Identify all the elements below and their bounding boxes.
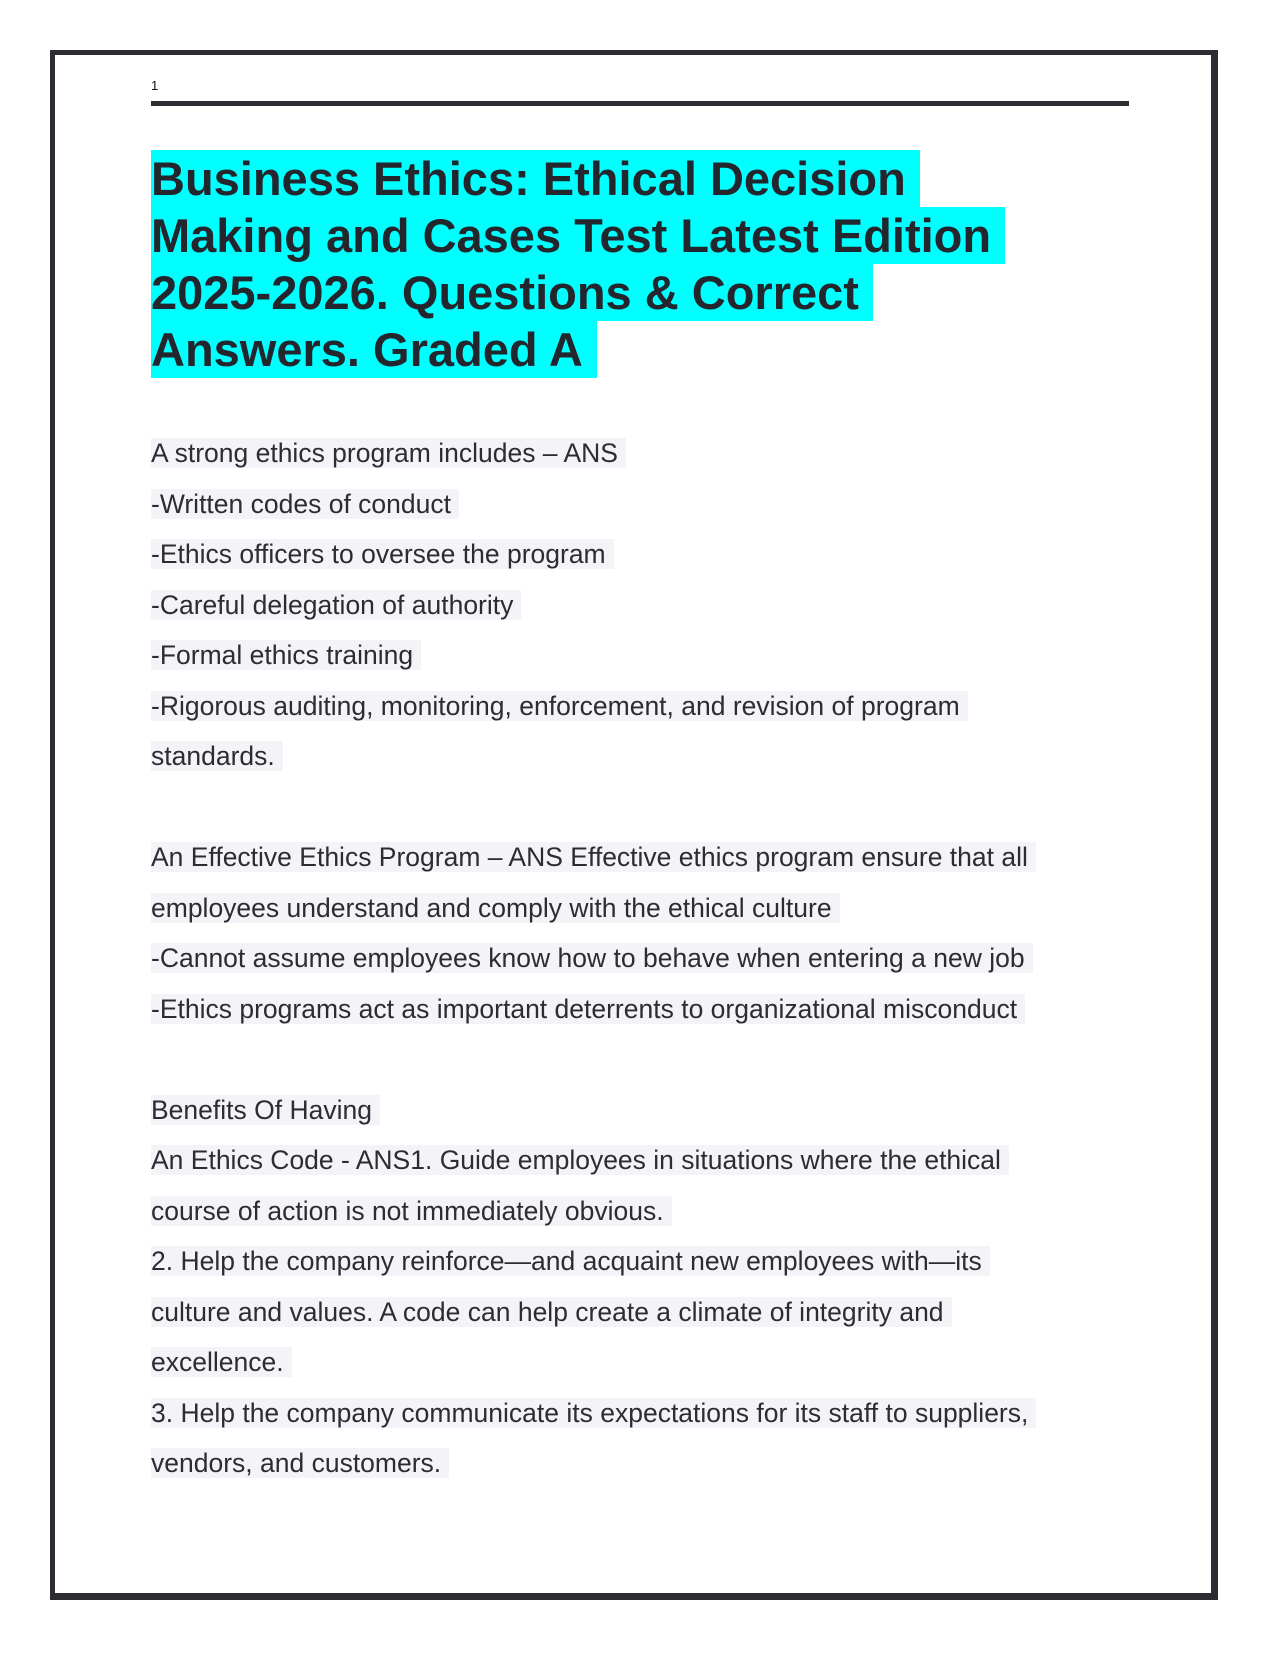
- section-effective-program: [151, 832, 1141, 1034]
- title-line: 2025-2026. Questions & Correct: [151, 264, 873, 321]
- section-ethics-code-benefits: [151, 1085, 1141, 1489]
- answer-text: -Ethics programs act as important deterrents to organizational misconduct: [151, 994, 1025, 1024]
- section-ethics-program: [151, 428, 1141, 782]
- text-line: [151, 1438, 1141, 1489]
- question-text: An Effective Ethics Program – ANS Effective ethics program ensure that all: [151, 842, 1036, 872]
- title-line: Answers. Graded A: [151, 321, 597, 378]
- answer-text: employees understand and comply with the ethical culture: [151, 893, 840, 923]
- answer-text: -Formal ethics training: [151, 640, 421, 670]
- text-line: [151, 479, 1141, 530]
- answer-text: -Written codes of conduct: [151, 489, 459, 519]
- text-line: [151, 1388, 1141, 1439]
- answer-text: standards.: [151, 741, 283, 771]
- text-line: [151, 630, 1141, 681]
- question-text: A strong ethics program includes – ANS: [151, 438, 626, 468]
- title-line: Business Ethics: Ethical Decision: [151, 150, 920, 207]
- text-line: [151, 1236, 1141, 1287]
- answer-text: excellence.: [151, 1347, 292, 1377]
- text-line: [151, 832, 1141, 883]
- answer-text: culture and values. A code can help create a climate of integrity and: [151, 1297, 952, 1327]
- answer-text: -Careful delegation of authority: [151, 590, 521, 620]
- answer-text: -Cannot assume employees know how to behave when entering a new job: [151, 943, 1033, 973]
- answer-text: 2. Help the company reinforce—and acquaint new employees with—its: [151, 1246, 990, 1276]
- answer-text: course of action is not immediately obvious.: [151, 1196, 672, 1226]
- answer-text: -Rigorous auditing, monitoring, enforcement, and revision of program: [151, 691, 968, 721]
- section-spacer: [151, 1034, 1141, 1085]
- answer-text: -Ethics officers to oversee the program: [151, 539, 614, 569]
- text-line: [151, 529, 1141, 580]
- text-line: [151, 1085, 1141, 1136]
- question-text: Benefits Of Having: [151, 1095, 380, 1125]
- text-line: [151, 681, 1141, 732]
- text-line: [151, 1337, 1141, 1388]
- header-rule: [151, 101, 1129, 106]
- text-line: [151, 580, 1141, 631]
- text-line: [151, 984, 1141, 1035]
- page-number: 1: [151, 78, 159, 93]
- text-line: [151, 428, 1141, 479]
- text-line: [151, 883, 1141, 934]
- text-line: [151, 731, 1141, 782]
- answer-text: vendors, and customers.: [151, 1448, 449, 1478]
- title-line: Making and Cases Test Latest Edition: [151, 207, 1005, 264]
- text-line: [151, 1186, 1141, 1237]
- document-title: [151, 150, 1141, 378]
- text-line: [151, 933, 1141, 984]
- document-body: [151, 428, 1141, 1489]
- answer-text: An Ethics Code - ANS1. Guide employees in situations where the ethical: [151, 1145, 1009, 1175]
- section-spacer: [151, 782, 1141, 833]
- text-line: [151, 1135, 1141, 1186]
- text-line: [151, 1287, 1141, 1338]
- answer-text: 3. Help the company communicate its expectations for its staff to suppliers,: [151, 1398, 1036, 1428]
